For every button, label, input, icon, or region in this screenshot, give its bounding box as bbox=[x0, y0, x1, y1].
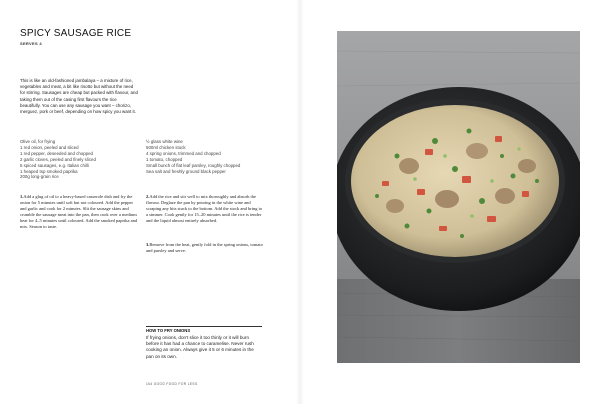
tip-body: If frying onions, don't slice it too thinly or it will burn before it has had a chance to caramelise. Never rush cooking an onion. Always give it 5 or 6 minutes in the pan on its own. bbox=[146, 335, 254, 359]
ingredient-item: ½ glass white wine bbox=[146, 139, 183, 144]
tip-divider bbox=[146, 326, 262, 327]
ingredient-item: 1 tomato, chopped bbox=[146, 156, 183, 162]
tip-title: HOW TO FRY ONIONS bbox=[146, 328, 191, 333]
method-step-3 bbox=[146, 242, 264, 254]
ingredients-column-1 bbox=[20, 139, 140, 180]
ingredient-item: 4 spring onions, trimmed and chopped bbox=[146, 150, 221, 156]
ingredient-item: Sea salt and freshly ground black pepper bbox=[146, 168, 226, 174]
step-text: Remove from the heat, gently fold in the spring onions, tomato and parsley and serve. bbox=[146, 242, 263, 253]
ingredient-item: 2 garlic cloves, peeled and finely sliced bbox=[20, 156, 96, 162]
ingredient-item: Small bunch of flat leaf parsley, roughly chopped bbox=[146, 162, 241, 168]
ingredient-item: Olive oil, for frying bbox=[20, 139, 56, 144]
serves-label: SERVES 4 bbox=[20, 41, 42, 46]
page-folio: 164 GOOD FOOD FOR LESS bbox=[146, 382, 198, 386]
book-gutter bbox=[296, 0, 304, 404]
step-number: 2. bbox=[146, 194, 150, 199]
step-text: Add a glug of oil to a heavy-based casserole dish and fry the onion for 5 minutes until soft but not coloured. Add the pepper and garlic and cook for 2 minutes. Slit the sausage skins and crumble the sausage meat into the pan, then cook over a medium heat for 4–5 minutes until coloured. Add the smoked paprika and mix. Season to taste. bbox=[20, 194, 138, 229]
ingredient-item: 1 heaped tsp smoked paprika bbox=[20, 168, 78, 174]
ingredient-item: 1 red pepper, deseeded and chopped bbox=[20, 150, 93, 156]
food-photo-illustration bbox=[337, 31, 580, 363]
recipe-intro: This is like an old-fashioned jambalaya – a mixture of rice, vegetables and meat, a bit like risotto but without the need for stirring. Sausages are cheap but packed with flavour, and taking them out of the casing first flavours the rice beautifully. You can use any sausage you want – chorizo, merguez, pork or beef, depending on how spicy you want it. bbox=[20, 78, 138, 115]
ingredient-item: 5 spiced sausages, e.g. Italian chilli bbox=[20, 162, 89, 168]
method-step-1 bbox=[20, 194, 138, 230]
recipe-photo bbox=[337, 31, 580, 363]
ingredients-column-2 bbox=[146, 139, 262, 174]
rice-dish bbox=[351, 105, 559, 257]
step-text: Add the rice and stir well to mix thoroughly and absorb the flavour. Deglaze the pan by pouring in the white wine and scraping any bits stuck to the bottom. Add the stock and bring to a simmer. Cook gently for 15–20 minutes until the rice is tender and the liquid almost entirely absorbed. bbox=[146, 194, 263, 223]
step-number: 1. bbox=[20, 194, 24, 199]
ingredient-item: 1 red onion, peeled and sliced bbox=[20, 144, 79, 150]
step-number: 3. bbox=[146, 242, 150, 247]
method-step-2 bbox=[146, 194, 264, 224]
ingredient-item: 200g long-grain rice bbox=[20, 174, 59, 180]
ingredient-item: 500ml chicken stock bbox=[146, 144, 186, 150]
recipe-title: SPICY SAUSAGE RICE bbox=[20, 28, 132, 39]
